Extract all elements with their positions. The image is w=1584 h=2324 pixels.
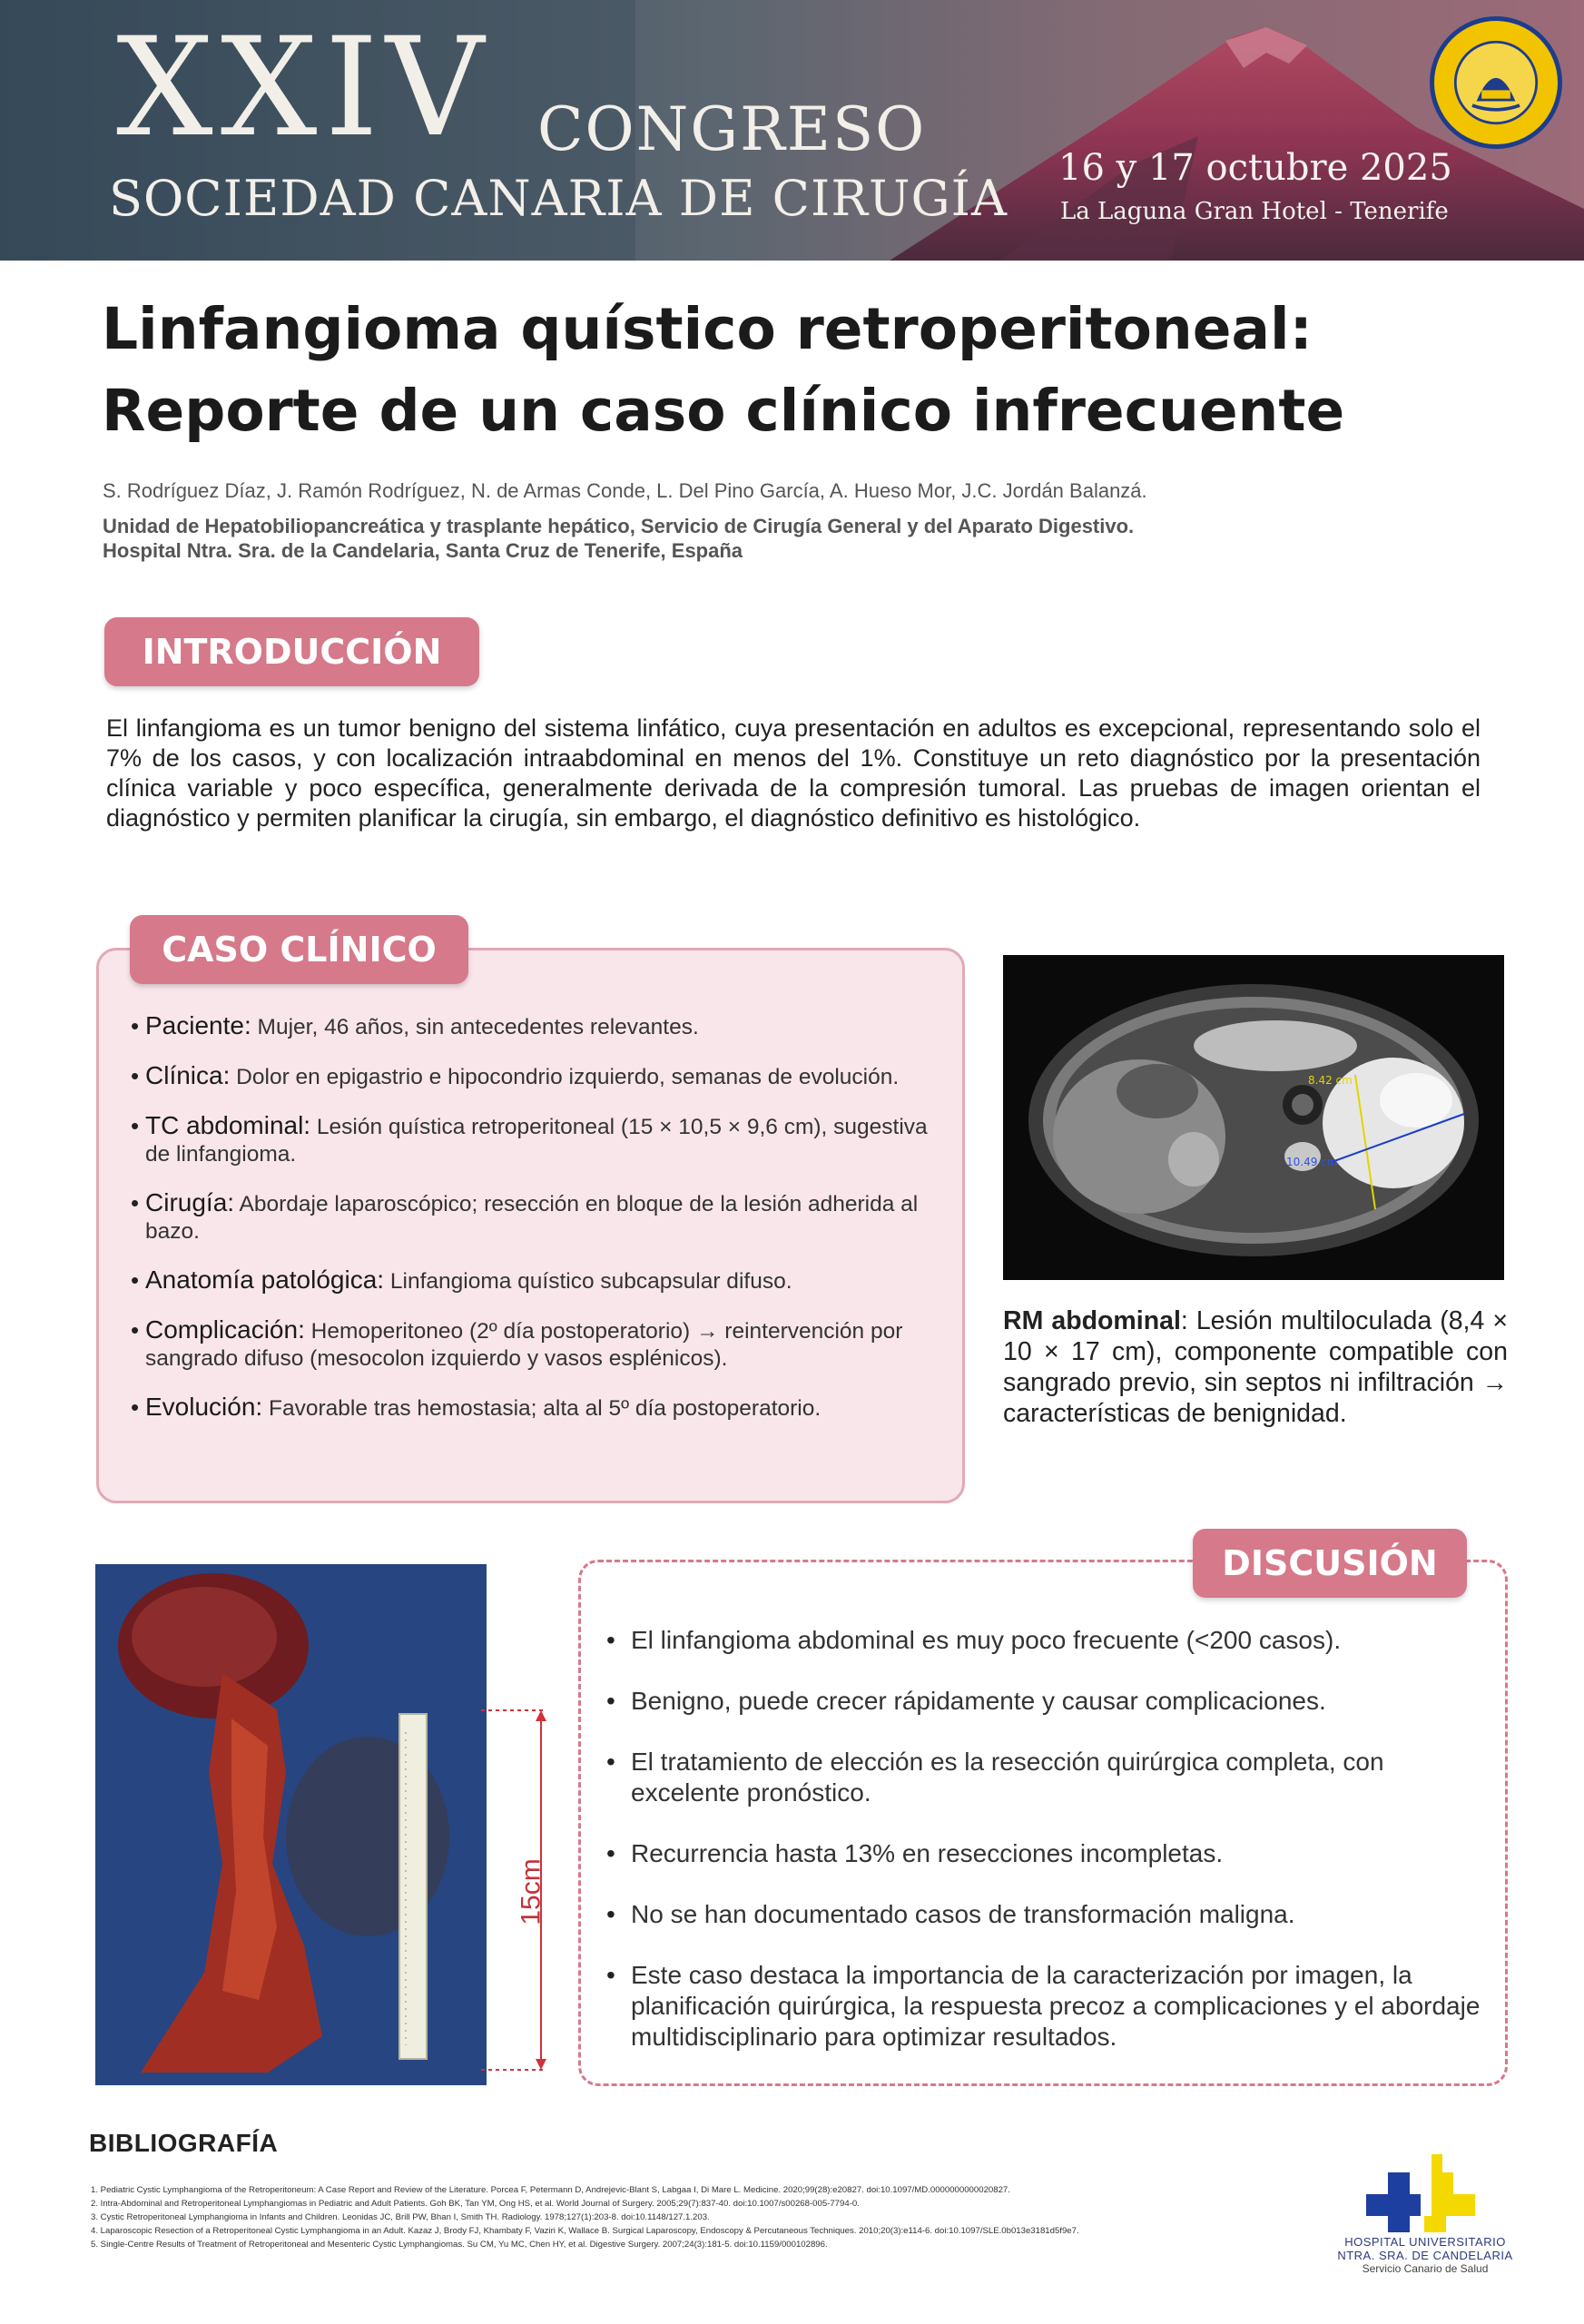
case-item-text: Dolor en epigastrio e hipocondrio izquierdo, semanas de evolución. xyxy=(230,1065,900,1089)
list-item: • Este caso destaca la importancia de la caracterización por imagen, la planificación quirúrgica, la respuesta precoz a complicaciones y el abordaje multidisciplinario para optimizar resultados. xyxy=(631,1960,1484,2053)
list-item xyxy=(145,1012,944,1041)
case-item-text: Mujer, 46 años, sin antecedentes relevantes. xyxy=(251,1015,699,1039)
discussion-heading: DISCUSIÓN xyxy=(1193,1529,1467,1598)
reference-item: 5. Single-Centre Results of Treatment of Retroperitoneal and Mesenteric Cystic Lymphangiomas. Su CM, Yu MC, Chen HY, et al. Digestive Surgery. 2007;24(3):181-5. doi:10.1159/000102896. xyxy=(91,2240,828,2250)
congress-banner xyxy=(0,0,1584,261)
case-item-label: Paciente: xyxy=(145,1011,251,1039)
affiliation-line-2: Hospital Ntra. Sra. de la Candelaria, Santa Cruz de Tenerife, España xyxy=(103,539,743,562)
case-item-text: Lesión quística retroperitoneal (15 × 10,5 × 9,6 cm), sugestiva de linfangioma. xyxy=(145,1115,928,1167)
mri-caption-label: RM abdominal xyxy=(1003,1306,1181,1335)
title-line-1: Linfangioma quístico retroperitoneal: xyxy=(102,296,1313,362)
mri-caption-text: : Lesión multiloculada (8,4 × 10 × 17 cm), componente compatible con sangrado previo, sin septos ni infiltración → características de benignidad. xyxy=(1003,1306,1508,1428)
list-item xyxy=(145,1112,944,1168)
mri-measure-1: 8.42 cm xyxy=(1308,1074,1353,1087)
mri-image xyxy=(1003,955,1504,1280)
list-item: • El linfangioma abdominal es muy poco frecuente (<200 casos). xyxy=(631,1625,1484,1656)
hospital-name-line-2: NTRA. SRA. DE CANDELARIA xyxy=(1337,2249,1513,2262)
case-heading: CASO CLÍNICO xyxy=(130,915,468,984)
hospital-service: Servicio Canario de Salud xyxy=(1362,2262,1489,2275)
hospital-name xyxy=(1316,2235,1534,2276)
reference-item: 1. Pediatric Cystic Lymphangioma of the Retroperitoneum: A Case Report and Review of the Literature. Porcea F, Petermann D, Andrejevic-Blant S, Labgaa I, Di Mare L. Medicine. 2020;99(28):e20827. doi:10.1097/MD.0000000000020827. xyxy=(91,2185,1010,2195)
title-line-2: Reporte de un caso clínico infrecuente xyxy=(102,378,1345,444)
society-seal-logo xyxy=(1430,16,1562,149)
case-item-label: Anatomía patológica: xyxy=(145,1265,385,1294)
affiliation-line-1: Unidad de Hepatobiliopancreática y trasplante hepático, Servicio de Cirugía General y del Aparato Digestivo. xyxy=(103,515,1135,537)
intro-text: El linfangioma es un tumor benigno del sistema linfático, cuya presentación en adultos es excepcional, representando solo el 7% de los casos, y con localización intraabdominal en menos del 1%. Constituye un reto diagnóstico por la presentación clínica variable y poco específica, generalmente derivada de la compresión tumoral. Las pruebas de imagen orientan el diagnóstico y permiten planificar la cirugía, sin embargo, el diagnóstico definitivo es histológico. xyxy=(106,714,1481,832)
intro-heading: INTRODUCCIÓN xyxy=(104,617,479,686)
case-item-label: Clínica: xyxy=(145,1061,231,1089)
case-item-text: Hemoperitoneo (2º día postoperatorio) → reintervención por sangrado difuso (mesocolon izquierdo y vasos esplénicos). xyxy=(145,1319,903,1371)
author-list: S. Rodríguez Díaz, J. Ramón Rodríguez, N. de Armas Conde, L. Del Pino García, A. Hueso Mor, J.C. Jordán Balanzá. xyxy=(103,479,1147,502)
congress-word: CONGRESO xyxy=(537,94,927,164)
case-list xyxy=(145,1012,944,1443)
case-item-text: Favorable tras hemostasia; alta al 5º día postoperatorio. xyxy=(262,1396,822,1421)
hospital-name-line-1: HOSPITAL UNIVERSITARIO xyxy=(1344,2235,1506,2249)
society-name: SOCIEDAD CANARIA DE CIRUGÍA xyxy=(109,170,1008,227)
list-item xyxy=(145,1316,944,1373)
hospital-logo xyxy=(1366,2154,1479,2232)
specimen-length-label: 15cm xyxy=(516,1858,546,1925)
congress-venue: La Laguna Gran Hotel - Tenerife xyxy=(1060,198,1449,225)
reference-item: 2. Intra-Abdominal and Retroperitoneal Lymphangiomas in Pediatric and Adult Patients. Goh BK, Tan YM, Ong HS, et al. World Journal of Surgery. 2005;29(7):837-40. doi:10.1007/s00268-005-7794-0. xyxy=(91,2199,860,2209)
list-item: • Benigno, puede crecer rápidamente y causar complicaciones. xyxy=(631,1686,1484,1717)
list-item xyxy=(145,1189,944,1246)
case-item-text: Abordaje laparoscópico; resección en bloque de la lesión adherida al bazo. xyxy=(145,1192,919,1244)
list-item xyxy=(145,1393,944,1423)
reference-item: 3. Cystic Retroperitoneal Lymphangioma in Infants and Children. Leonidas JC, Brill PW, Bhan I, Smith TH. Radiology. 1978;127(1):203-8. doi:10.1148/127.1.203. xyxy=(91,2212,710,2222)
case-item-label: Complicación: xyxy=(145,1315,305,1344)
reference-item: 4. Laparoscopic Resection of a Retroperitoneal Cystic Lymphangioma in an Adult. Kazaz J, Brody FJ, Khambaty F, Vaziri K, Wallace B. Surgical Laparoscopy, Endoscopy & Percutaneous Techniques. 2010;20(3):e114-6. doi:10.1097/SLE.0b013e3181d5f9e7. xyxy=(91,2226,1079,2236)
congress-dates: 16 y 17 octubre 2025 xyxy=(1058,147,1452,189)
bibliography-heading: BIBLIOGRAFÍA xyxy=(89,2129,279,2157)
case-item-label: TC abdominal: xyxy=(145,1111,311,1139)
case-item-label: Evolución: xyxy=(145,1393,263,1421)
reference-list xyxy=(91,2183,1343,2251)
surgical-specimen-photo xyxy=(95,1564,487,2085)
mri-measure-2: 10.49 cm xyxy=(1286,1156,1338,1168)
affiliation xyxy=(103,514,1134,563)
list-item xyxy=(145,1266,944,1295)
list-item: • No se han documentado casos de transformación maligna. xyxy=(631,1899,1484,1930)
list-item: • El tratamiento de elección es la resección quirúrgica completa, con excelente pronóstico. xyxy=(631,1747,1484,1808)
poster-title xyxy=(102,289,1518,452)
case-item-text: Linfangioma quístico subcapsular difuso. xyxy=(384,1269,792,1294)
edition-number: XXIV xyxy=(116,9,492,167)
discussion-list xyxy=(631,1625,1484,2083)
list-item xyxy=(145,1062,944,1091)
case-item-label: Cirugía: xyxy=(145,1188,235,1216)
list-item: • Recurrencia hasta 13% en resecciones incompletas. xyxy=(631,1838,1484,1869)
mri-caption xyxy=(1003,1305,1508,1429)
